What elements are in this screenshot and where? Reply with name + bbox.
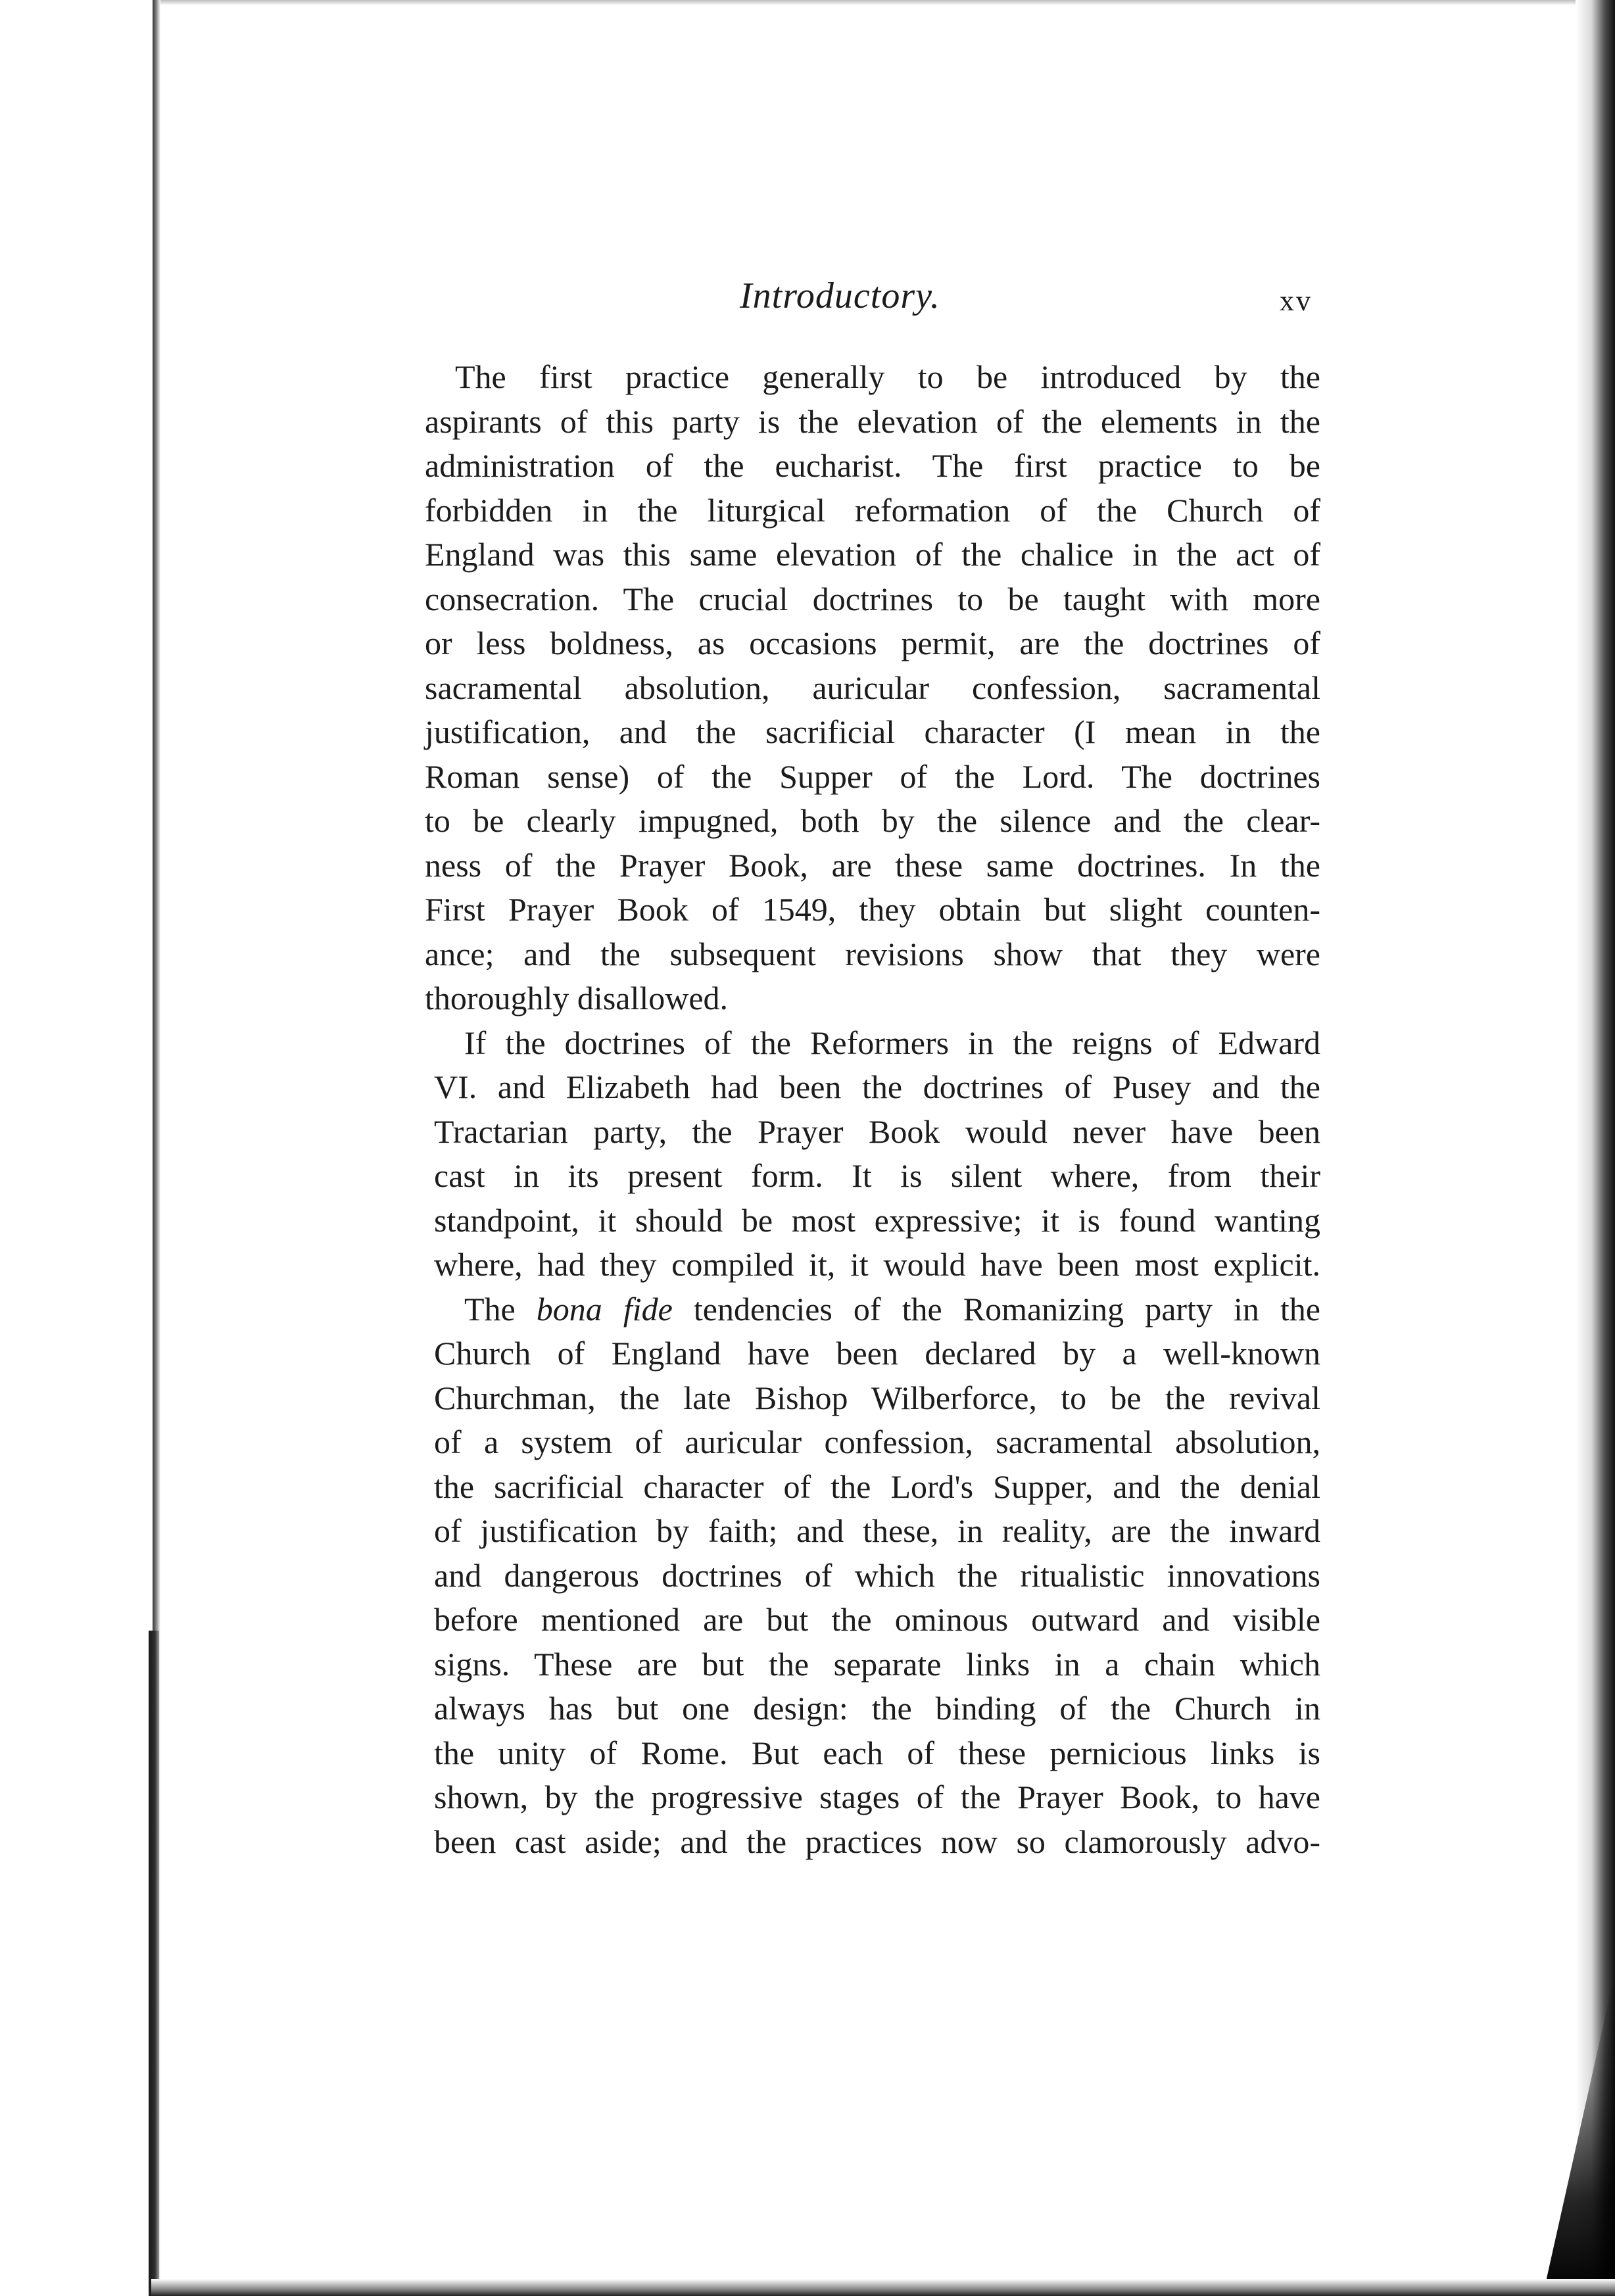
text-line: signs. These are but the separate links in a chain which <box>434 1645 1320 1683</box>
text-line: been cast aside; and the practices now so clamorously advo- <box>434 1823 1320 1860</box>
page-number: xv <box>1280 285 1313 317</box>
text-line: ance; and the subsequent revisions show that they were <box>425 935 1320 972</box>
text-line: Tractarian party, the Prayer Book would never have been <box>434 1112 1320 1150</box>
paragraph-3 <box>393 1287 1320 1865</box>
running-title: Introductory. <box>740 275 940 316</box>
text-line: before mentioned are but the ominous outward and visible <box>434 1601 1320 1638</box>
text-run: The <box>464 1290 537 1327</box>
text-line: sacramental absolution, auricular confession, sacramental <box>425 669 1320 706</box>
running-header <box>0 275 1615 327</box>
page-bottom-edge <box>151 2279 1615 2296</box>
text-line: justification, and the sacrificial character (I mean in the <box>425 713 1320 750</box>
text-line: thoroughly disallowed. <box>425 980 729 1016</box>
text-line: standpoint, it should be most expressive; it is found wanting <box>434 1201 1320 1239</box>
text-line: Church of England have been declared by a well-known <box>434 1335 1320 1372</box>
text-run: tendencies of the Romanizing party in the <box>672 1290 1320 1327</box>
text-line: where, had they compiled it, it would have been most explicit. <box>434 1246 1320 1283</box>
text-line: aspirants of this party is the elevation of the elements in the <box>425 402 1320 440</box>
text-line: VI. and Elizabeth had been the doctrines of Pusey and the <box>434 1068 1320 1105</box>
text-line: ness of the Prayer Book, are these same doctrines. In the <box>425 846 1320 884</box>
text-line: to be clearly impugned, both by the silence and the clear- <box>425 802 1320 839</box>
text-line: First Prayer Book of 1549, they obtain but slight counten- <box>425 891 1320 928</box>
binding-shadow-lower <box>149 1631 159 2296</box>
text-line: If the doctrines of the Reformers in the reigns of Edward <box>464 1024 1320 1061</box>
text-line: of a system of auricular confession, sacramental absolution, <box>434 1423 1320 1460</box>
text-line: the sacrificial character of the Lord's Supper, and the denial <box>434 1468 1320 1505</box>
text-line: Roman sense) of the Supper of the Lord. The doctrines <box>425 757 1320 795</box>
paragraph-1 <box>393 355 1320 1021</box>
text-line: and dangerous doctrines of which the ritualistic innovations <box>434 1556 1320 1594</box>
paragraph-2 <box>393 1021 1320 1287</box>
text-line: cast in its present form. It is silent where, from their <box>434 1157 1320 1194</box>
text-line: The first practice generally to be introduced by the <box>455 358 1320 395</box>
text-line <box>393 1287 1320 1332</box>
text-line: administration of the eucharist. The first practice to be <box>425 447 1320 484</box>
text-line: the unity of Rome. But each of these pernicious links is <box>434 1734 1320 1771</box>
text-line: or less boldness, as occasions permit, are the doctrines of <box>425 625 1320 661</box>
text-line: consecration. The crucial doctrines to be taught with more <box>425 580 1320 617</box>
text-line: forbidden in the liturgical reformation of the Church of <box>425 491 1320 529</box>
text-line: always has but one design: the binding of the Church in <box>434 1690 1320 1727</box>
page-top-edge <box>158 0 1615 5</box>
text-line: of justification by faith; and these, in reality, are the inward <box>434 1512 1320 1549</box>
text-line: shown, by the progressive stages of the Prayer Book, to have <box>434 1779 1320 1815</box>
body-text <box>393 355 1320 1864</box>
text-line: England was this same elevation of the chalice in the act of <box>425 536 1320 573</box>
page-right-edge <box>1576 0 1615 2296</box>
italic-phrase: bona fide <box>536 1290 673 1327</box>
text-line: Churchman, the late Bishop Wilberforce, to be the revival <box>434 1379 1320 1416</box>
